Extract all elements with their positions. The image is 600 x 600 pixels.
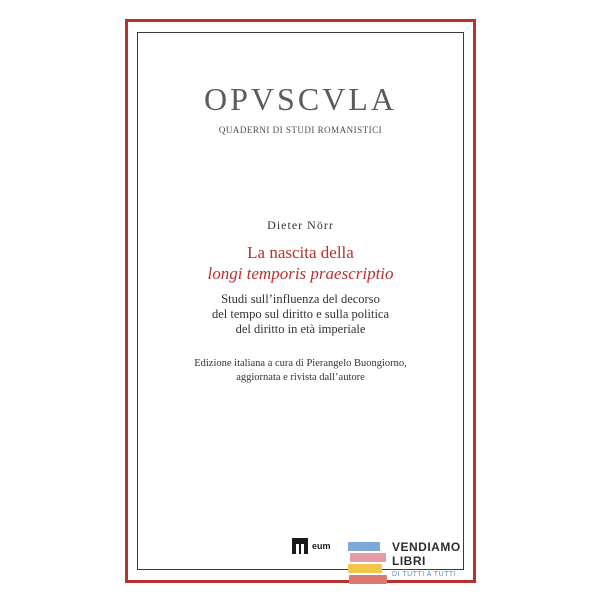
- book-title-line-2: longi temporis praescriptio: [207, 264, 394, 283]
- series-title: OPVSCVLA: [204, 81, 397, 117]
- vendiamo-libri-watermark: [348, 538, 478, 588]
- book-title-line-1: La nascita della: [247, 243, 354, 262]
- edition-line: Edizione italiana a cura di Pierangelo Buongiorno,: [194, 358, 407, 369]
- watermark-line-1: VENDIAMO: [392, 540, 461, 554]
- book-subtitle: [138, 292, 463, 337]
- inner-frame: [137, 32, 464, 570]
- author-name: Dieter Nörr: [267, 218, 334, 232]
- watermark-line-3: DI TUTTI A TUTTI: [392, 571, 457, 578]
- watermark-line-2: LIBRI: [392, 554, 426, 568]
- series-subtitle: QUADERNI DI STUDI ROMANISTICI: [218, 125, 383, 135]
- edition-line: aggiornata e rivista dall’autore: [236, 372, 365, 383]
- subtitle-line: Studi sull’influenza del decorso: [221, 292, 380, 306]
- book-cover: [125, 19, 476, 583]
- subtitle-line: del diritto in età imperiale: [235, 322, 366, 336]
- publisher-logo: [292, 538, 331, 554]
- edition-note: [138, 357, 463, 385]
- books-stack-icon: [348, 542, 388, 586]
- publisher-name: eum: [312, 541, 331, 551]
- publisher-mark-icon: [292, 538, 308, 554]
- subtitle-line: del tempo sul diritto e sulla politica: [211, 307, 390, 321]
